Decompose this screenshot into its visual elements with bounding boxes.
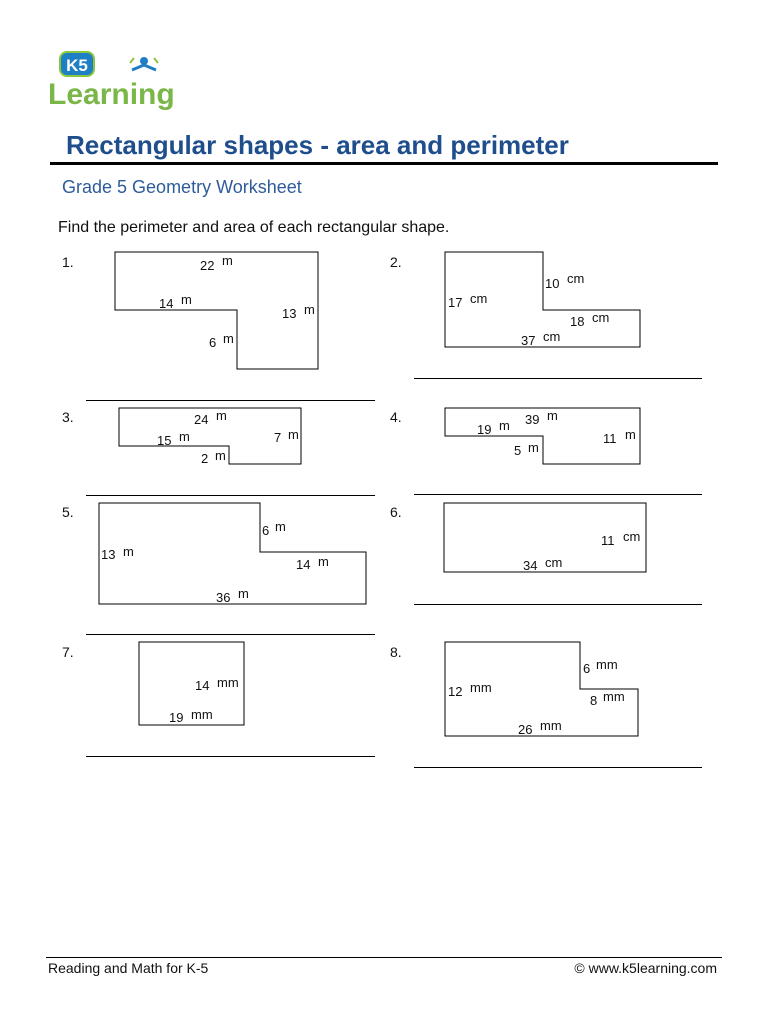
dimension-unit: cm: [545, 555, 563, 570]
dimension-unit: cm: [592, 310, 610, 325]
dimension-unit: m: [238, 586, 249, 601]
dimension-value: 37: [521, 333, 536, 348]
dimension-unit: m: [123, 544, 134, 559]
dimension-unit: m: [181, 292, 192, 307]
dimension-unit: m: [179, 429, 190, 444]
dimension-value: 8: [590, 693, 598, 708]
instructions-text: Find the perimeter and area of each rectangular shape.: [58, 219, 450, 236]
dimension-unit: mm: [217, 675, 239, 690]
dimension-unit: mm: [191, 707, 213, 722]
dimension-unit: cm: [470, 291, 488, 306]
dimension-unit: m: [216, 408, 227, 423]
dimension-value: 6: [209, 335, 217, 350]
dimension-value: 6: [583, 661, 591, 676]
dimension-value: 17: [448, 295, 463, 310]
dimension-unit: m: [223, 331, 234, 346]
footer-website: © www.k5learning.com: [574, 960, 717, 976]
dimension-value: 10: [545, 276, 560, 291]
dimension-unit: m: [304, 302, 315, 317]
dimension-value: 11: [601, 533, 615, 548]
dimension-value: 24: [194, 412, 209, 427]
dimension-unit: m: [528, 440, 539, 455]
dimension-value: 12: [448, 684, 463, 699]
worksheet-title: Rectangular shapes - area and perimeter: [66, 130, 569, 160]
problem-4-number: 4.: [390, 409, 402, 425]
dimension-value: 11: [603, 431, 617, 446]
dimension-unit: m: [288, 427, 299, 442]
dimension-value: 14: [159, 296, 174, 311]
dimension-unit: m: [215, 448, 226, 463]
problem-1-number: 1.: [62, 254, 74, 270]
dimension-unit: mm: [596, 657, 618, 672]
dimension-unit: m: [625, 427, 636, 442]
dimension-value: 14: [195, 678, 210, 693]
dimension-unit: m: [222, 253, 233, 268]
problem-8-number: 8.: [390, 644, 402, 660]
worksheet-subtitle: Grade 5 Geometry Worksheet: [62, 177, 302, 197]
dimension-unit: m: [499, 418, 510, 433]
dimension-unit: cm: [543, 329, 561, 344]
dimension-unit: cm: [567, 271, 585, 286]
dimension-unit: m: [547, 408, 558, 423]
dimension-value: 5: [514, 443, 522, 458]
dimension-unit: m: [275, 519, 286, 534]
dimension-value: 22: [200, 258, 215, 273]
dimension-value: 36: [216, 590, 231, 605]
problem-5-number: 5.: [62, 504, 74, 520]
footer-tagline: Reading and Math for K-5: [48, 960, 209, 976]
dimension-value: 39: [525, 412, 540, 427]
dimension-value: 26: [518, 722, 533, 737]
dimension-value: 19: [169, 710, 184, 725]
dimension-value: 13: [101, 547, 116, 562]
dimension-value: 18: [570, 314, 585, 329]
problem-6-number: 6.: [390, 504, 402, 520]
dimension-unit: m: [318, 554, 329, 569]
logo-wordmark: Learning: [48, 78, 175, 111]
problem-2-number: 2.: [390, 254, 402, 270]
dimension-value: 13: [282, 306, 297, 321]
dimension-value: 15: [157, 433, 172, 448]
dimension-unit: mm: [470, 680, 492, 695]
dimension-unit: mm: [540, 718, 562, 733]
dimension-unit: cm: [623, 529, 641, 544]
dimension-value: 34: [523, 558, 538, 573]
dimension-value: 7: [274, 430, 282, 445]
dimension-value: 6: [262, 523, 270, 538]
dimension-value: 14: [296, 557, 311, 572]
logo-badge-text: K5: [66, 56, 88, 75]
footer-divider: [46, 957, 722, 958]
dimension-value: 2: [201, 451, 209, 466]
dimension-value: 19: [477, 422, 492, 437]
problem-7-number: 7.: [62, 644, 74, 660]
dimension-unit: mm: [603, 689, 625, 704]
problem-3-number: 3.: [62, 409, 74, 425]
